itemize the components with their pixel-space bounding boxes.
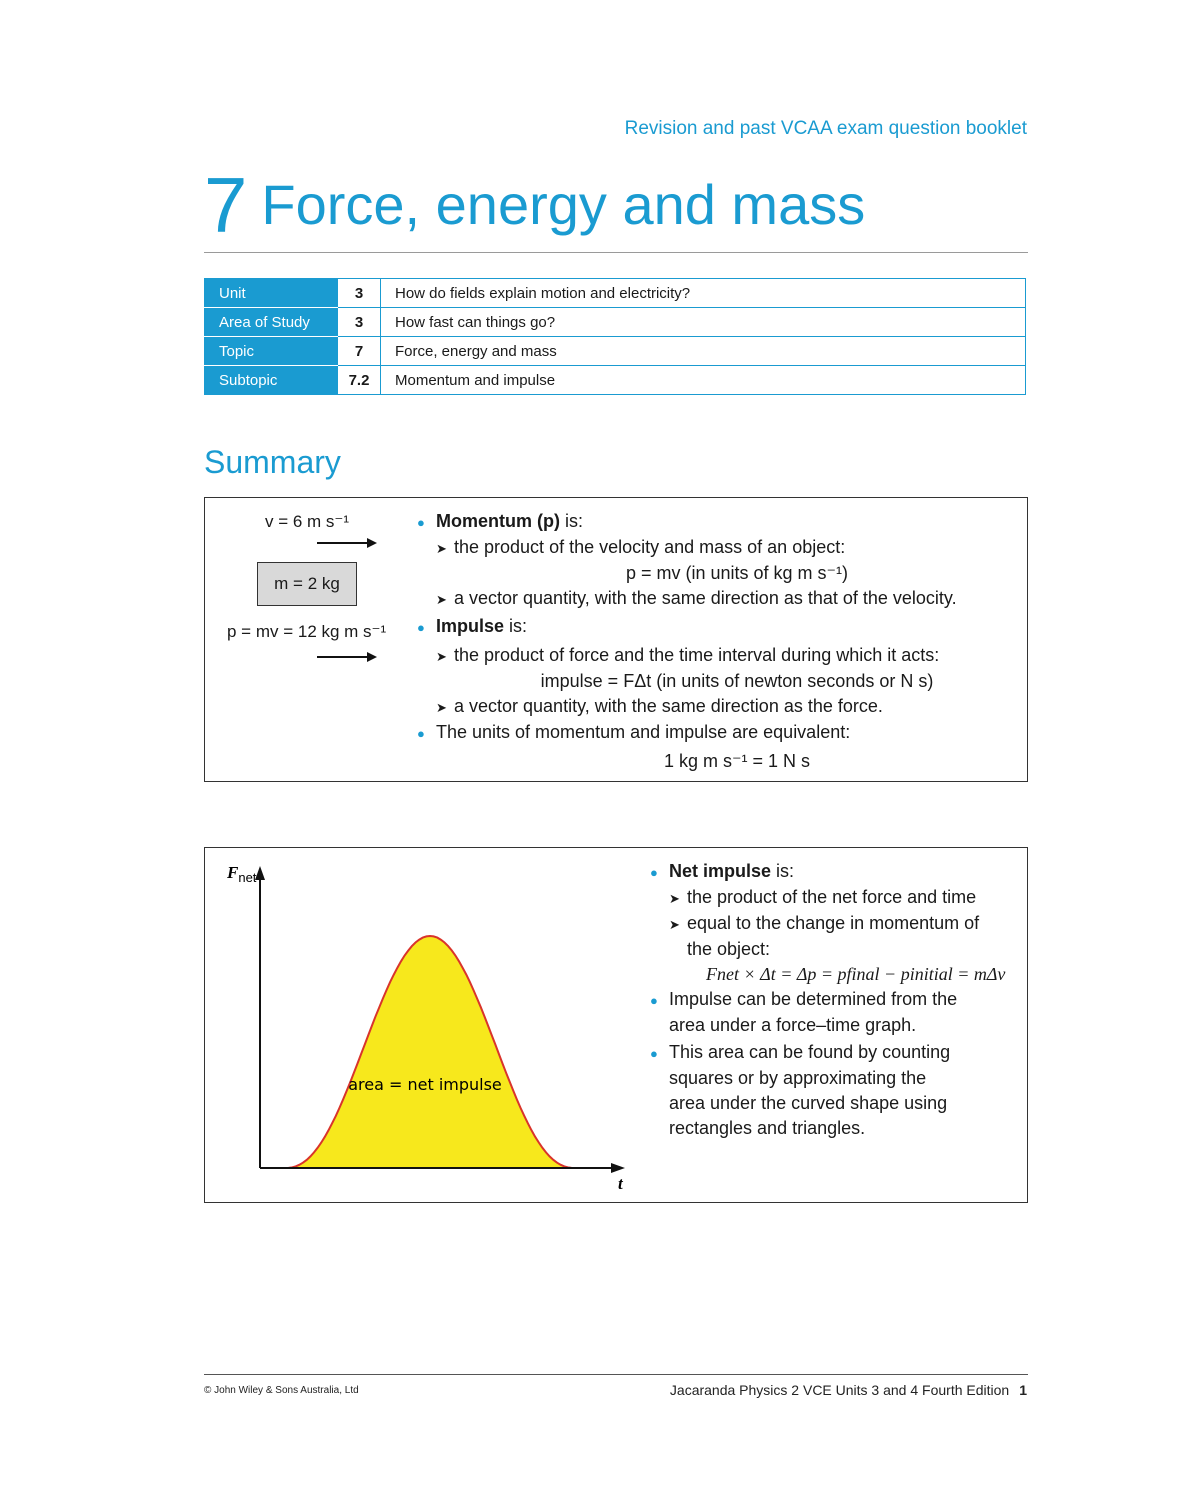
area-method-text-3: area under the curved shape using — [669, 1093, 948, 1113]
velocity-label: v = 6 m s⁻¹ — [265, 512, 350, 531]
arrow-bullet-icon: ➤ — [669, 917, 680, 932]
bullet-icon: ● — [650, 993, 658, 1008]
y-axis-label: $F_{net}$ — [227, 863, 257, 885]
row-description: How fast can things go? — [381, 308, 1026, 337]
arrow-bullet-icon: ➤ — [436, 541, 447, 556]
arrow-bullet-icon: ➤ — [669, 891, 680, 906]
velocity-arrow — [317, 542, 369, 544]
x-axis-arrow-icon — [611, 1163, 625, 1173]
net-impulse-suffix: is: — [771, 861, 795, 881]
topic-info-table — [204, 278, 1026, 395]
table-row — [205, 337, 1026, 366]
row-description: Momentum and impulse — [381, 366, 1026, 395]
row-value: 3 — [338, 308, 381, 337]
arrow-bullet-icon: ➤ — [436, 592, 447, 607]
units-text: The units of momentum and impulse are equivalent: — [436, 722, 851, 742]
force-time-graph — [205, 848, 645, 1202]
copyright: © John Wiley & Sons Australia, Ltd — [204, 1385, 359, 1396]
net-impulse-point-2: equal to the change in momentum of — [687, 913, 980, 933]
net-impulse-title: Net impulse — [669, 861, 772, 881]
row-label: Topic — [205, 337, 338, 366]
chapter-title-text: Force, energy and mass — [261, 173, 866, 236]
momentum-summary-box — [204, 497, 1028, 782]
net-impulse-notes — [650, 859, 1020, 1141]
momentum-formula: p = mv (in units of kg m s⁻¹) — [625, 563, 849, 583]
book-title: Jacaranda Physics 2 VCE Units 3 and 4 Fourth Edition — [669, 1382, 1010, 1398]
bullet-icon: ● — [650, 865, 658, 880]
chapter-title — [204, 152, 1028, 249]
area-label: area = net impulse — [348, 1075, 502, 1094]
momentum-arrow-head-icon — [367, 652, 377, 662]
momentum-point-1: the product of the velocity and mass of an object: — [454, 537, 846, 557]
net-impulse-box — [204, 847, 1028, 1203]
impulse-point-2: a vector quantity, with the same direction as the force. — [454, 696, 883, 716]
momentum-label: p = mv = 12 kg m s⁻¹ — [227, 622, 387, 641]
arrow-bullet-icon: ➤ — [436, 649, 447, 664]
title-divider — [204, 252, 1028, 253]
page-number: 1 — [1019, 1382, 1027, 1398]
y-axis-arrow-icon — [255, 866, 265, 880]
table-row — [205, 366, 1026, 395]
row-label: Area of Study — [205, 308, 338, 337]
impulse-title: Impulse — [436, 616, 505, 636]
momentum-arrow — [317, 656, 369, 658]
net-impulse-point-2-cont: the object: — [687, 939, 771, 959]
impulse-suffix: is: — [504, 616, 528, 636]
area-method-text-2: squares or by approximating the — [669, 1068, 927, 1088]
momentum-impulse-notes — [417, 509, 1017, 774]
row-value: 7.2 — [338, 366, 381, 395]
x-axis-label: t — [618, 1174, 623, 1193]
impulse-formula: impulse = FΔt (in units of newton seconds or N s) — [540, 671, 934, 691]
impulse-point-1: the product of force and the time interval during which it acts: — [454, 645, 940, 665]
momentum-suffix: is: — [559, 511, 583, 531]
area-method-text: This area can be found by counting — [669, 1042, 951, 1062]
bullet-icon: ● — [417, 726, 425, 741]
table-row — [205, 279, 1026, 308]
row-description: How do fields explain motion and electricity? — [381, 279, 1026, 308]
area-method-text-4: rectangles and triangles. — [669, 1118, 866, 1138]
impulse-area-text-cont: area under a force–time graph. — [669, 1015, 917, 1035]
footer-book-info — [600, 1382, 1027, 1398]
arrow-bullet-icon: ➤ — [436, 700, 447, 715]
bullet-icon: ● — [417, 620, 425, 635]
row-label: Unit — [205, 279, 338, 308]
units-formula: 1 kg m s⁻¹ = 1 N s — [663, 751, 811, 771]
row-value: 7 — [338, 337, 381, 366]
net-impulse-formula: Fnet × Δt = Δp = pfinal − pinitial = mΔv — [706, 964, 1006, 984]
table-row — [205, 308, 1026, 337]
chapter-number: 7 — [204, 161, 248, 249]
summary-heading: Summary — [204, 444, 341, 480]
mass-block: m = 2 kg — [257, 562, 357, 606]
momentum-title: Momentum (p) — [436, 511, 560, 531]
bullet-icon: ● — [417, 515, 425, 530]
momentum-point-2: a vector quantity, with the same direction as that of the velocity. — [454, 588, 957, 608]
area-under-curve — [260, 936, 575, 1168]
row-value: 3 — [338, 279, 381, 308]
row-label: Subtopic — [205, 366, 338, 395]
impulse-area-text: Impulse can be determined from the — [669, 989, 958, 1009]
velocity-arrow-head-icon — [367, 538, 377, 548]
net-impulse-point-1: the product of the net force and time — [687, 887, 977, 907]
bullet-icon: ● — [650, 1046, 658, 1061]
footer-divider — [204, 1374, 1028, 1375]
booklet-title: Revision and past VCAA exam question booklet — [624, 118, 1027, 139]
row-description: Force, energy and mass — [381, 337, 1026, 366]
